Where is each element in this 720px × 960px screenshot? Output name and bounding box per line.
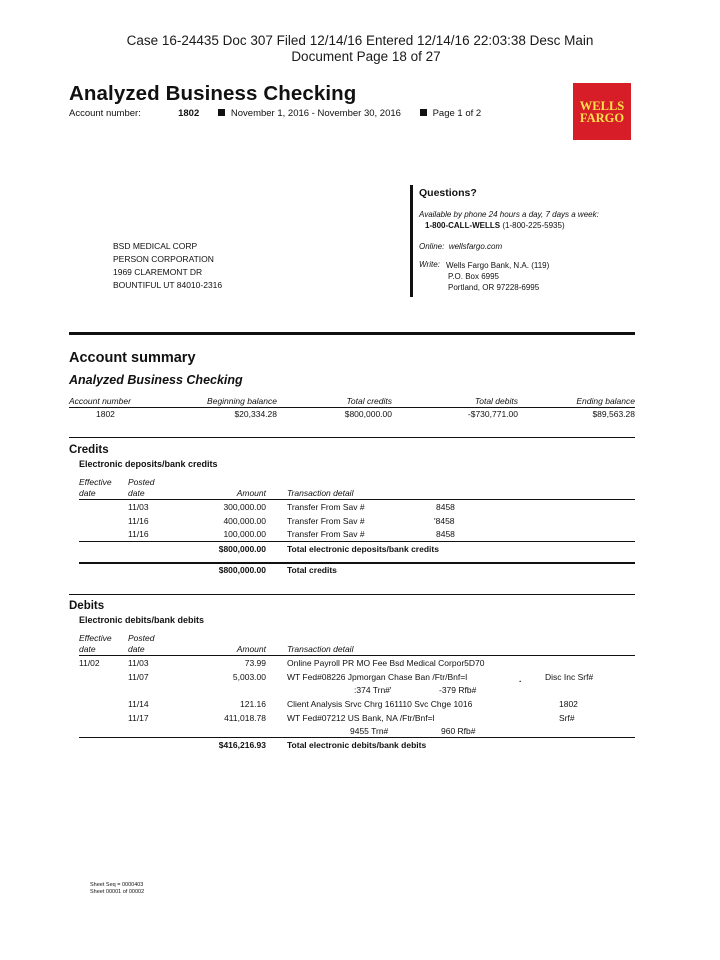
summary-col-beginning: Beginning balance — [207, 396, 277, 406]
credit-row-ref: 8458 — [436, 529, 455, 539]
debits-heading: Debits — [69, 600, 105, 612]
address-line: 1969 CLAREMONT DR — [113, 267, 203, 277]
logo-line-2: FARGO — [579, 110, 625, 125]
debit-row-effective: 11/02 — [79, 658, 100, 668]
questions-heading: Questions? — [419, 187, 477, 199]
debit-row-ref-a: 9455 Trn# — [350, 726, 389, 736]
credit-row-detail: Transfer From Sav # — [287, 529, 365, 539]
filing-header — [0, 33, 720, 65]
credit-row-posted: 11/16 — [128, 516, 149, 526]
questions-box — [410, 185, 649, 297]
debit-row-amount: 73.99 — [244, 658, 266, 668]
sheet-count: Sheet 00001 of 00002 — [90, 889, 145, 895]
section-divider — [69, 332, 635, 335]
debit-row-ref-a: :374 Trn#' — [354, 685, 392, 695]
debit-row-amount: 121.16 — [240, 699, 266, 709]
debit-row-detail: Client Analysis Srvc Chrg 161110 Svc Chge 1016 — [287, 699, 473, 709]
sheet-footer — [90, 882, 144, 896]
account-info-line — [69, 108, 481, 119]
online-line — [419, 242, 649, 251]
credit-row-amount: 400,000.00 — [223, 516, 266, 526]
credit-row-ref: 8458 — [436, 502, 455, 512]
col-label: date — [79, 644, 96, 654]
debit-row-posted: 11/07 — [128, 672, 149, 682]
phone-number: 1-800-CALL-WELLS — [425, 221, 501, 230]
credit-row-ref: '8458 — [434, 516, 455, 526]
col-label: Effective — [79, 633, 112, 643]
credit-row-detail: Transfer From Sav # — [287, 502, 365, 512]
debits-col-detail: Transaction detail — [287, 644, 354, 654]
credits-col-detail: Transaction detail — [287, 488, 354, 498]
debit-row-amount: 411,018.78 — [224, 713, 266, 723]
section-divider — [69, 594, 635, 595]
credits-subheading: Electronic deposits/bank credits — [79, 459, 218, 469]
summary-credits-value: $800,000.00 — [344, 409, 392, 419]
summary-col-account: Account number — [69, 396, 131, 406]
credits-heading: Credits — [69, 444, 109, 456]
credits-subtotal-amount: $800,000.00 — [218, 544, 266, 554]
debits-col-amount: Amount — [236, 644, 266, 654]
customer-address — [113, 240, 222, 292]
credit-row-posted: 11/16 — [128, 529, 149, 539]
credits-total-amount: $800,000.00 — [218, 565, 266, 575]
write-line: P.O. Box 6995 — [448, 272, 499, 281]
debits-subheading: Electronic debits/bank debits — [79, 615, 205, 625]
section-divider — [69, 437, 635, 438]
account-number: 1802 — [178, 108, 200, 119]
summary-col-ending: Ending balance — [576, 396, 635, 406]
debits-subtotal-amount: $416,216.93 — [218, 740, 266, 750]
debit-row-detail: WT Fed#08226 Jpmorgan Chase Ban /Ftr/Bnf=l — [287, 672, 468, 682]
write-label: Write: — [419, 260, 440, 269]
address-line: BSD MEDICAL CORP — [113, 241, 198, 251]
debits-subtotal-label: Total electronic debits/bank debits — [287, 740, 427, 750]
address-line: PERSON CORPORATION — [113, 254, 214, 264]
debit-row-ref-b: -379 Rfb# — [439, 685, 477, 695]
col-label: date — [128, 488, 145, 498]
credit-row-detail: Transfer From Sav # — [287, 516, 365, 526]
phone-intro: Available by phone 24 hours a day, 7 days a week: — [419, 210, 599, 219]
debit-row-detail: WT Fed#07212 US Bank, NA /Ftr/Bnf=l — [287, 713, 435, 723]
credits-total-label: Total credits — [287, 565, 337, 575]
statement-period: November 1, 2016 - November 30, 2016 — [230, 108, 401, 119]
summary-col-debits: Total debits — [474, 396, 518, 406]
credits-col-posted — [128, 477, 154, 499]
bullet-square-icon — [420, 109, 427, 116]
debit-row-amount: 5,003.00 — [232, 672, 266, 682]
online-label: Online: — [419, 242, 445, 251]
debits-header-rule — [79, 655, 635, 656]
summary-debits-value: -$730,771.00 — [467, 409, 518, 419]
debits-col-posted — [128, 633, 154, 655]
summary-header-rule — [69, 407, 635, 408]
debit-row-extra: Srf# — [559, 713, 575, 723]
redaction-dot: . — [519, 674, 522, 684]
debit-row-detail: Online Payroll PR MO Fee Bsd Medical Corpor5D70 — [287, 658, 485, 668]
write-line: Portland, OR 97228-6995 — [448, 283, 540, 292]
debit-row-extra: 1802 — [559, 699, 578, 709]
col-label: date — [79, 488, 96, 498]
logo-line-1: WELLS — [579, 98, 625, 113]
credits-subtotal-label: Total electronic deposits/bank credits — [287, 544, 439, 554]
account-number-label: Account number: — [69, 108, 141, 119]
phone-line — [425, 221, 649, 230]
write-line: Wells Fargo Bank, N.A. (119) — [446, 261, 550, 270]
address-line: BOUNTIFUL UT 84010-2316 — [113, 280, 223, 290]
debit-row-posted: 11/14 — [128, 699, 149, 709]
debits-subtotal-rule — [79, 737, 635, 738]
summary-heading: Account summary — [69, 350, 196, 366]
debit-row-extra: Disc Inc Srf# — [545, 672, 594, 682]
debits-col-effective — [79, 633, 112, 655]
debit-row-ref-b: 960 Rfb# — [441, 726, 476, 736]
debit-row-posted: 11/17 — [128, 713, 149, 723]
wells-fargo-logo — [573, 83, 631, 140]
credits-total-rule — [79, 562, 635, 564]
phone-alt: (1-800-225-5935) — [502, 221, 565, 230]
credit-row-amount: 100,000.00 — [223, 529, 266, 539]
credits-col-effective — [79, 477, 112, 499]
statement-page: Page 1 of 2 — [432, 108, 482, 119]
online-url: wellsfargo.com — [448, 242, 503, 251]
sheet-seq: Sheet Seq = 0000403 — [90, 882, 144, 888]
col-label: Posted — [128, 633, 155, 643]
credit-row-posted: 11/03 — [128, 502, 149, 512]
credits-subtotal-rule — [79, 541, 635, 542]
bullet-square-icon — [218, 109, 225, 116]
summary-ending-value: $89,563.28 — [592, 409, 635, 419]
write-block — [419, 260, 649, 293]
summary-beginning-value: $20,334.28 — [234, 409, 277, 419]
debit-row-posted: 11/03 — [128, 658, 149, 668]
col-label: Posted — [128, 477, 155, 487]
credits-col-amount: Amount — [236, 488, 266, 498]
filing-line-2: Document Page 18 of 27 — [291, 49, 441, 64]
statement-title: Analyzed Business Checking — [69, 82, 357, 105]
summary-col-credits: Total credits — [346, 396, 392, 406]
credits-header-rule — [79, 499, 635, 500]
credit-row-amount: 300,000.00 — [223, 502, 266, 512]
summary-subheading: Analyzed Business Checking — [69, 373, 243, 387]
col-label: date — [128, 644, 145, 654]
summary-account-value: 1802 — [96, 409, 115, 419]
col-label: Effective — [79, 477, 112, 487]
filing-line-1: Case 16-24435 Doc 307 Filed 12/14/16 Entered 12/14/16 22:03:38 Desc Main — [126, 33, 594, 48]
